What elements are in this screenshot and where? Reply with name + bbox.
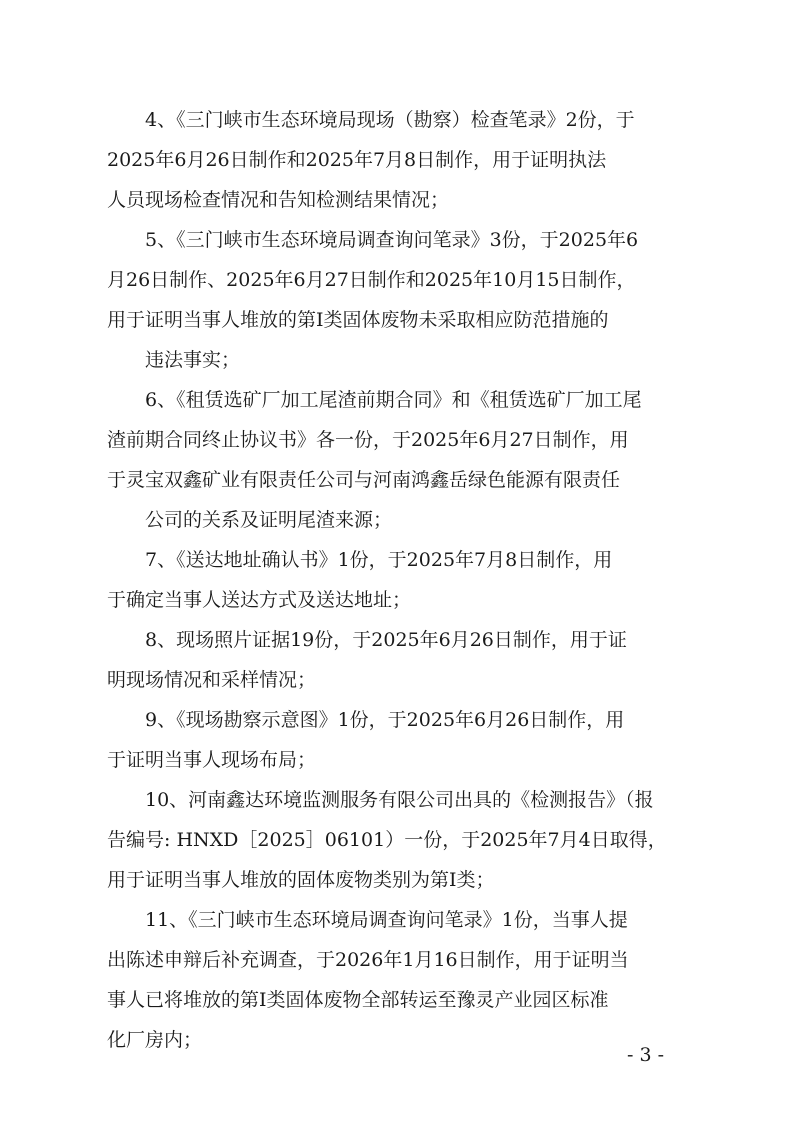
item-11-line-3: 事人已将堆放的第Ⅰ类固体废物全部转运至豫灵产业园区标准 (107, 989, 609, 1011)
item-6-line-2: 渣前期合同终止协议书》各一份，于2025年6月27日制作，用 (107, 429, 629, 451)
item-4-line-2: 2025年6月26日制作和2025年7月8日制作，用于证明执法 (107, 149, 607, 171)
item-5-line-2: 月26日制作、2025年6月27日制作和2025年10月15日制作， (107, 269, 636, 291)
item-10-line-1: 10、河南鑫达环境监测服务有限公司出具的《检测报告》（报 (145, 789, 654, 811)
item-5-line-3: 用于证明当事人堆放的第Ⅰ类固体废物未采取相应防范措施的 (107, 309, 609, 331)
item-6-line-1: 6、《租赁选矿厂加工尾渣前期合同》和《租赁选矿厂加工尾 (145, 389, 642, 411)
item-11-line-2: 出陈述申辩后补充调查，于2026年1月16日制作，用于证明当 (107, 949, 629, 971)
item-8-line-2: 明现场情况和采样情况； (107, 669, 317, 691)
item-9-line-2: 于证明当事人现场布局； (107, 749, 317, 771)
item-10-line-3: 用于证明当事人堆放的固体废物类别为第Ⅰ类； (107, 869, 495, 891)
item-5-line-1: 5、《三门峡市生态环境局调查询问笔录》3份，于2025年6 (145, 229, 639, 251)
item-5-line-4: 违法事实； (145, 349, 241, 371)
item-6-line-3: 于灵宝双鑫矿业有限责任公司与河南鸿鑫岳绿色能源有限责任 (107, 469, 621, 491)
item-6-line-4: 公司的关系及证明尾渣来源； (145, 509, 393, 531)
item-11-line-1: 11、《三门峡市生态环境局调查询问笔录》1份，当事人提 (145, 909, 628, 931)
item-7-line-2: 于确定当事人送达方式及送达地址； (107, 589, 412, 611)
item-7-line-1: 7、《送达地址确认书》1份，于2025年7月8日制作，用 (145, 549, 613, 571)
item-4-line-1: 4、《三门峡市生态环境局现场（勘察）检查笔录》2份，于 (145, 109, 635, 131)
item-10-line-2: 告编号: HNXD［2025］06101）一份，于2025年7月4日取得， (107, 829, 667, 851)
item-8-line-1: 8、现场照片证据19份，于2025年6月26日制作，用于证 (145, 629, 627, 651)
item-9-line-1: 9、《现场勘察示意图》1份，于2025年6月26日制作，用 (145, 709, 625, 731)
item-11-line-4: 化厂房内； (107, 1029, 203, 1051)
page-number: - 3 - (627, 1044, 665, 1066)
item-4-line-3: 人员现场检查情况和告知检测结果情况； (107, 189, 450, 211)
